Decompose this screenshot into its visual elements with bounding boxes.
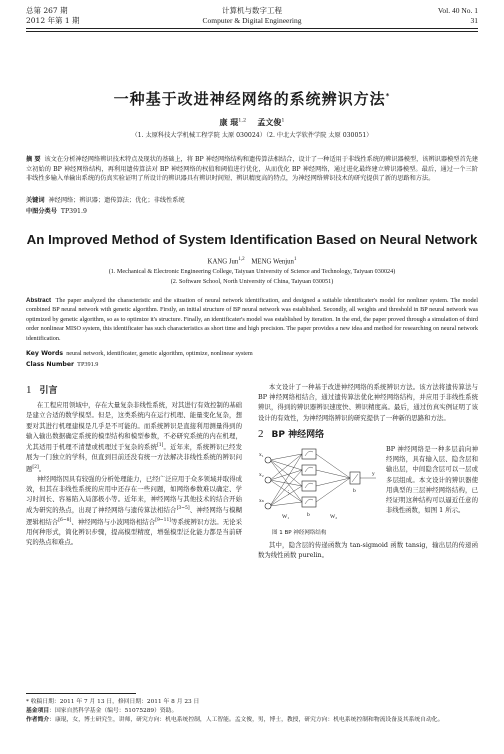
english-authors: KANG Jun$^{1,2}$ MENG Wenjun$^1$ <box>207 257 297 266</box>
header-rule <box>26 28 478 29</box>
bp-paragraph-2: 其中，隐含层的传递函数为 tan-sigmoid 函数 tansig，输出层的传递函数为线性函数 purelin。 <box>258 541 478 560</box>
input-node <box>265 477 271 483</box>
intro-paragraph-3: 本文设计了一种基于改进神经网络的系统辨识方法。该方法将遗传算法与 BP 神经网络相结合，通过遗传算法优化神经网络结构，并应用于非线性系统辨识，得到的辨识器辨识速度快、辨识精度高。最后，通过仿真实例证明了该设计的有效性，为神经网络辨识的研究提供了一种新的思路和方法。 <box>258 383 478 422</box>
label-w1: W₁ <box>282 514 290 521</box>
english-abstract: Abstract The paper analyzed the characteristic and the situation of neural network identification, and designed a suitable identificater's model for nonliner system. The model combined BP neural network with genetic algorithm. Firstly, an initial structure of BP neural network was established. Secondly, all weights and threshold in BP neural network was optimized by genetic algorithm, so as to optimize it's structure. Finally, an identificater's model was established by iteration. In the end, the paper proved through a simulation of third order nonlinear MISO system, this identificater has such characteristics as short time and high precision. The paper provides a new idea and method for researching on neural network identification. <box>26 297 479 342</box>
label-x2: x₂ <box>259 472 264 479</box>
header-issue: 总第 267 期 2012 年第 1 期 <box>26 6 80 25</box>
english-keywords: Key Words neural network, identificater, genetic algorithm, optimize, nonlinear system <box>26 350 253 357</box>
hidden-node <box>302 449 316 459</box>
left-column <box>26 382 242 548</box>
label-w2: W₂ <box>330 514 338 521</box>
english-affiliation-2: (2. Software School, North University of China, Taiyuan 030051) <box>170 278 334 285</box>
english-affiliation-1: (1. Mechanical & Electronic Engineering College, Taiyuan University of Science and Technology, Taiyuan 030024) <box>108 268 396 275</box>
chinese-keywords: 关键词 神经网络；辨识器；遗传算法；优化；非线性系统 <box>26 197 185 204</box>
section-heading-2: 2 BP 神经网络 <box>258 427 325 440</box>
header-journal: 计算机与数字工程 Computer & Digital Engineering <box>202 6 302 25</box>
input-node <box>265 457 271 463</box>
figure-caption: 图 1 BP 神经网络结构 <box>272 530 327 537</box>
chinese-authors: 康 琨$^{1,2}$ 孟文俊$^1$ <box>219 117 285 127</box>
footnote-funding: 基金项目：国家自然科学基金（编号：51075289）资助。 <box>26 708 178 715</box>
intro-paragraph-1: 在工程应用领域中，存在大量复杂非线性系统，对其进行有效控制的基础是建立合适的数学模型。但是，这类系统内在运行机理、能量变化复杂，想要对其进行机理建模是几乎是不可能的。而系统辨识是直接利用测量得到的输入输出数据确定系统的模型结构和模型参数，不必研究系统的内在机理，尤其适用于机理不清楚或机理过于复杂的系统[1]。近年来，系统辨识已经发展为一门独立的学科，但直到目前还没有统一方法解决非线性系统的辨识问题[2]。 <box>26 401 242 473</box>
running-header <box>26 6 478 36</box>
chinese-affiliation: （1. 太原科技大学机械工程学院 太原 030024）（2. 中北大学软件学院 太原 030051） <box>131 132 373 139</box>
intro-paragraph-2: 神经网络因具有较强的分析处理能力，已经广泛应用于众多领域并取得成效，但其在非线性系统的应用中还存在一些问题，如网络参数难以确定、学习时间长、容易陷入局部极小等。近年来，神经网络与其他技术的结合开始成为研究的热点，出现了神经网络与遗传算法相结合[3~5]、神经网络与模糊逻辑相结合[6~8]、神经网络与小波网络相结合[9~11]等系统辨识方法。无论采用何种形式，简化辨识步骤，提高模型精度，增强模型泛化能力都是当前研究的热点和难点。 <box>26 474 243 547</box>
footnote-rule <box>26 693 136 694</box>
footnote <box>26 693 478 726</box>
label-x1: x₁ <box>259 452 264 459</box>
chinese-class-number: 中图分类号 TP391.9 <box>26 208 87 215</box>
right-column <box>258 382 478 560</box>
label-b2: b <box>353 488 356 495</box>
bp-network-diagram <box>258 444 382 526</box>
input-node <box>265 503 271 509</box>
hidden-node <box>302 497 316 507</box>
footnote-author-bio: 作者简介：康琨，女，博士研究生，讲师，研究方向：机电系统控制，人工智能。孟文俊，男，博士，教授，研究方向：机电系统控制和物流设备及其系统自动化。 <box>26 717 444 724</box>
label-b1: b <box>307 512 310 519</box>
label-y: y <box>372 471 375 478</box>
chinese-title: 一种基于改进神经网络的系统辨识方法* <box>113 90 391 108</box>
english-title: An Improved Method of System Identification Based on Neural Network <box>26 232 478 247</box>
section-heading-1: 1 引言 <box>26 384 58 396</box>
hidden-node <box>302 465 316 475</box>
header-volume: Vol. 40 No. 1 31 <box>437 6 478 25</box>
bp-paragraph-1: BP 神经网络是一种多层前向神经网络，具有输入层、隐含层和输出层，中间隐含层可以一层或多层组成。本文设计的辨识器使用典型的三层神经网络结构，已经证明这种结构可以逼近任意的非线性函数，如图 1 所示。 <box>386 445 478 515</box>
header-rule-thin <box>26 31 478 32</box>
figure-block <box>258 444 478 540</box>
english-class-number: Class Number TP391.9 <box>26 361 99 368</box>
label-xn: xₙ <box>259 498 264 505</box>
chinese-abstract: 摘 要 该文在分析神经网络辨识技术特点及现状的基础上，将 BP 神经网络结构和遗传算法相结合，设计了一种适用于非线性系统的辨识器模型，该辨识器模型首先建立初始的 BP 神经网络结构，再利用遗传算法对 BP 神经网络的权值和阈值进行优化，从而优化 BP 神经网络，通过进化最终建立辨识器模型。最后，通过一个三阶非线性多输入单输出系统的仿真实验证明了所设计的辨识器具有辨识时间短、辨识精度高的特点，为神经网络辨识技术的研究提供了新的思路和方法。 <box>26 156 479 183</box>
footnote-received: * 收稿日期：2011 年 7 月 13 日，修回日期：2011 年 8 月 23 日 <box>26 699 200 705</box>
ellipsis-dots: ⋮ <box>286 490 291 497</box>
hidden-node <box>302 481 316 491</box>
